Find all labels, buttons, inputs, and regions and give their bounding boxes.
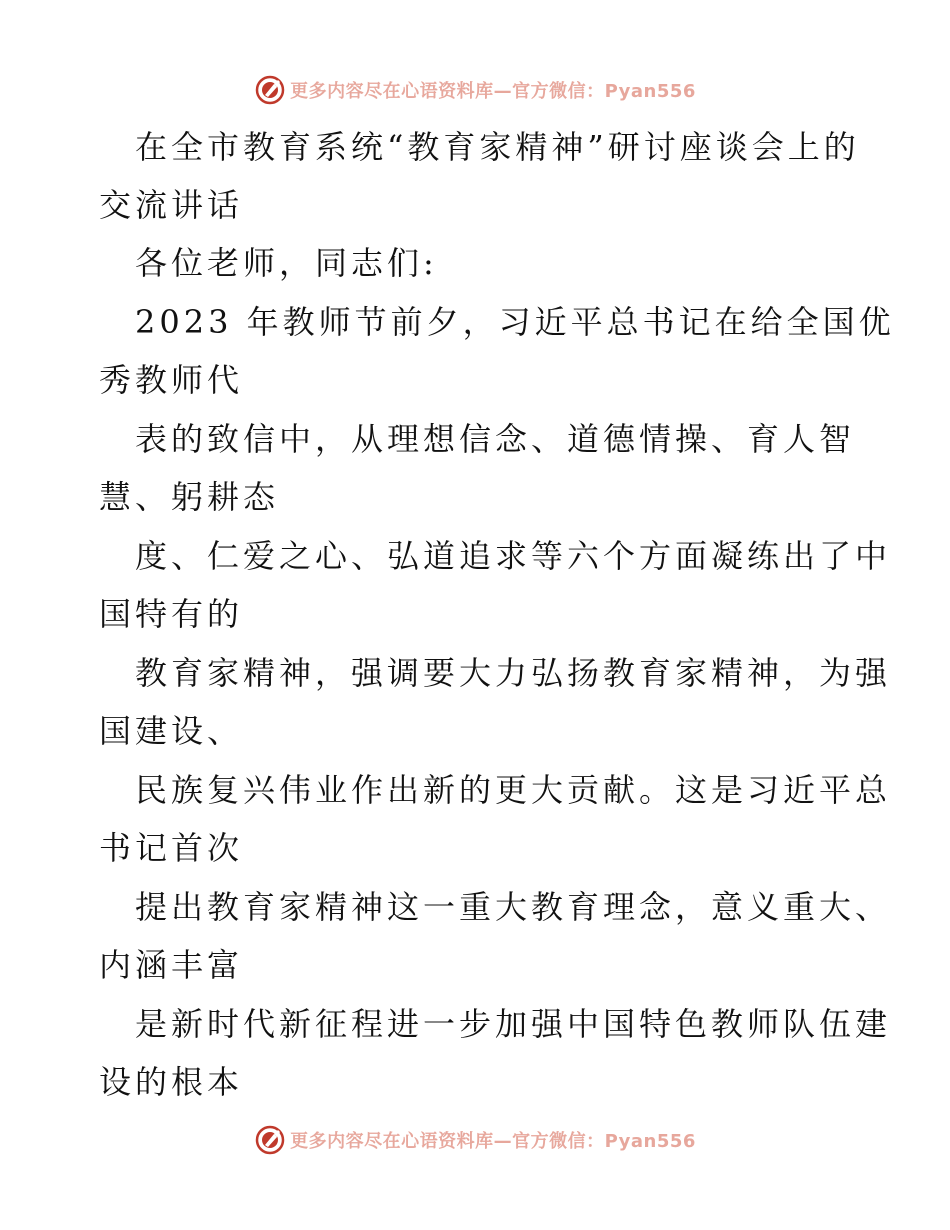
footer-banner-text: 更多内容尽在心语资料库—官方微信：Pyan556 — [290, 1131, 696, 1152]
paragraph-line: 教育家精神，强调要大力弘扬教育家精神，为强 — [135, 654, 892, 692]
paragraph-line: 慧、躬耕态 — [99, 478, 280, 516]
paragraph-line: 书记首次 — [99, 829, 244, 867]
footer-banner — [0, 1120, 950, 1160]
paragraph-line: 度、仁爱之心、弘道追求等六个方面凝练出了中 — [135, 537, 892, 575]
header-banner — [0, 70, 950, 110]
paragraph-line: 秀教师代 — [99, 361, 244, 399]
salutation: 各位老师，同志们: — [135, 244, 438, 282]
title-line-2: 交流讲话 — [99, 186, 244, 224]
paragraph-line: 国建设、 — [99, 712, 244, 750]
paragraph-line: 表的致信中，从理想信念、道德情操、育人智 — [135, 420, 856, 458]
paragraph-line: 内涵丰富 — [99, 946, 244, 984]
title-line-1: 在全市教育系统“教育家精神”研讨座谈会上的 — [135, 128, 860, 166]
pen-logo-icon — [254, 1124, 286, 1156]
paragraph-line: 国特有的 — [99, 595, 244, 633]
pen-logo-icon — [254, 74, 286, 106]
paragraph-line: 2023 年教师节前夕，习近平总书记在给全国优 — [135, 303, 895, 341]
paragraph-line: 设的根本 — [99, 1063, 244, 1101]
paragraph-line: 提出教育家精神这一重大教育理念，意义重大、 — [135, 888, 892, 926]
paragraph-line: 是新时代新征程进一步加强中国特色教师队伍建 — [135, 1005, 892, 1043]
header-banner-text: 更多内容尽在心语资料库—官方微信：Pyan556 — [290, 81, 696, 102]
paragraph-line: 民族复兴伟业作出新的更大贡献。这是习近平总 — [135, 771, 892, 809]
